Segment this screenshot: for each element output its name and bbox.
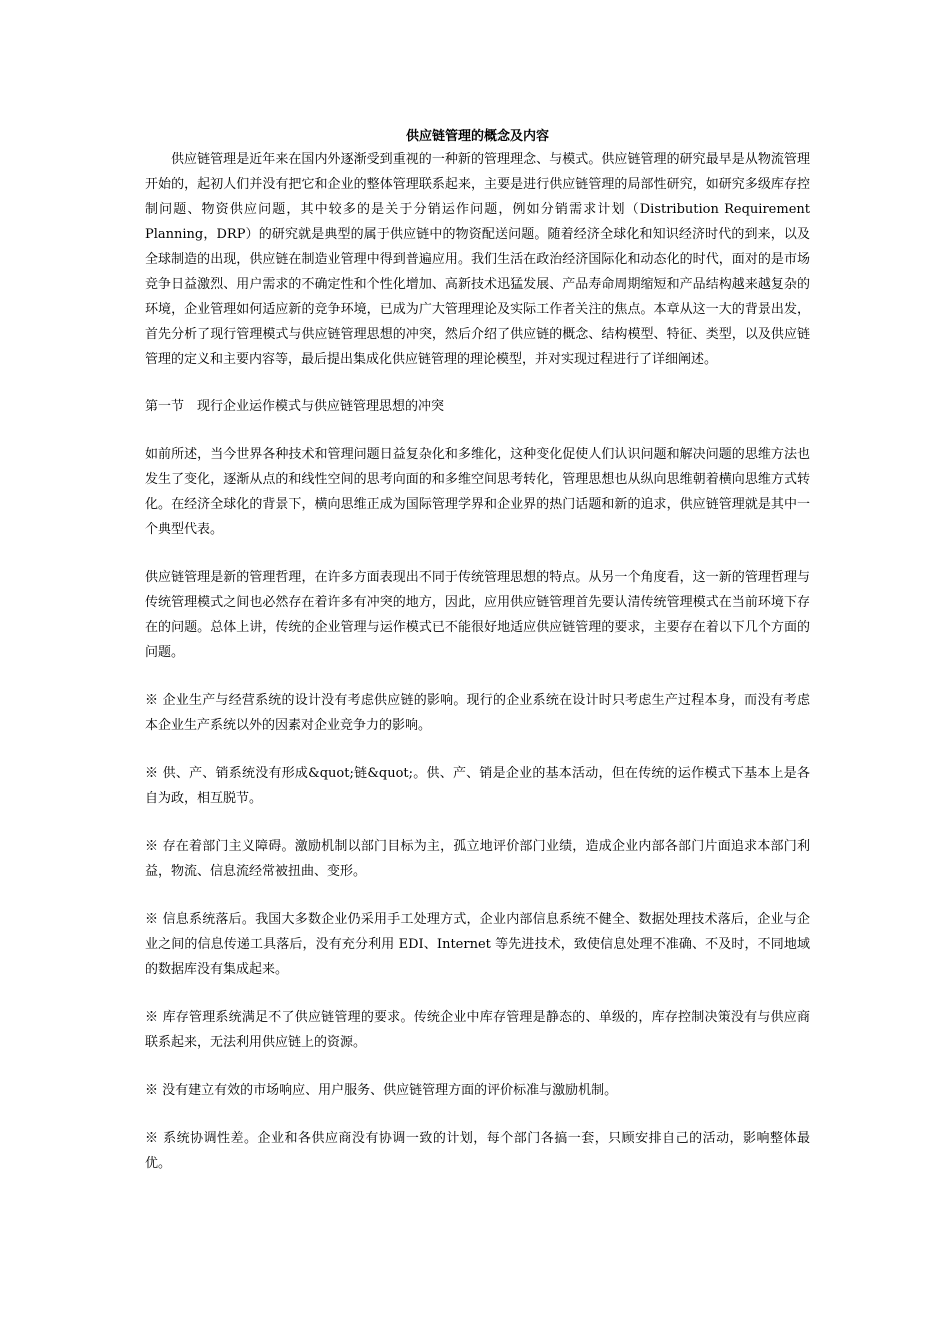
document-title: 供应链管理的概念及内容 — [405, 129, 549, 144]
intro-paragraph: 供应链管理是近年来在国内外逐渐受到重视的一种新的管理理念、与模式。供应链管理的研究最早是从物流管理开始的，起初人们并没有把它和企业的整体管理联系起来，主要是进行供应链管理的局部性研究，如研究多级库存控制问题、物资供应问题，其中较多的是关于分销运作问题，例如分销需求计划（Distribution Requirement Planning，DRP）的研究就是典型的属于供应链中的物资配送问题。随着经济全球化和知识经济时代的到来，以及全球制造的出现，供应链在制造业管理中得到普遍应用。我们生活在政治经济国际化和动态化的时代，面对的是市场竞争日益激烈、用户需求的不确定性和个性化增加、高新技术迅猛发展、产品寿命周期缩短和产品结构越来越复杂的环境，企业管理如何适应新的竞争环境，已成为广大管理理论及实际工作者关注的焦点。本章从这一大的背景出发，首先分析了现行管理模式与供应链管理思想的冲突，然后介绍了供应链的概念、结构模型、特征、类型，以及供应链管理的定义和主要内容等，最后提出集成化供应链管理的理论模型，并对实现过程进行了详细阐述。 — [145, 152, 810, 367]
problem-item-6: ※ 没有建立有效的市场响应、用户服务、供应链管理方面的评价标准与激励机制。 — [145, 1083, 618, 1098]
problem-item-4: ※ 信息系统落后。我国大多数企业仍采用手工处理方式，企业内部信息系统不健全、数据处理技术落后，企业与企业之间的信息传递工具落后，没有充分利用 EDI、Internet 等先进技术，致使信息处理不准确、不及时，不同地域的数据库没有集成起来。 — [145, 912, 810, 977]
body-paragraph-1: 如前所述，当今世界各种技术和管理问题日益复杂化和多维化，这种变化促使人们认识问题和解决问题的思维方法也发生了变化，逐渐从点的和线性空间的思考向面的和多维空间思考转化，管理思想也从纵向思维朝着横向思维方式转化。在经济全球化的背景下，横向思维正成为国际管理学界和企业界的热门话题和新的追求，供应链管理就是其中一个典型代表。 — [145, 447, 810, 537]
body-paragraph-2: 供应链管理是新的管理哲理，在许多方面表现出不同于传统管理思想的特点。从另一个角度看，这一新的管理哲理与传统管理模式之间也必然存在着许多有冲突的地方，因此，应用供应链管理首先要认清传统管理模式在当前环境下存在的问题。总体上讲，传统的企业管理与运作模式已不能很好地适应供应链管理的要求，主要存在着以下几个方面的问题。 — [145, 570, 810, 660]
problem-item-3: ※ 存在着部门主义障碍。激励机制以部门目标为主，孤立地评价部门业绩，造成企业内部各部门片面追求本部门利益，物流、信息流经常被扭曲、变形。 — [145, 839, 810, 879]
section-heading: 第一节 现行企业运作模式与供应链管理思想的冲突 — [145, 399, 445, 414]
problem-item-5: ※ 库存管理系统满足不了供应链管理的要求。传统企业中库存管理是静态的、单级的，库存控制决策没有与供应商联系起来，无法利用供应链上的资源。 — [145, 1010, 810, 1050]
document-page — [145, 127, 810, 1176]
problem-item-7: ※ 系统协调性差。企业和各供应商没有协调一致的计划，每个部门各搞一套，只顾安排自己的活动，影响整体最优。 — [145, 1131, 810, 1171]
problem-item-1: ※ 企业生产与经营系统的设计没有考虑供应链的影响。现行的企业系统在设计时只考虑生产过程本身，而没有考虑本企业生产系统以外的因素对企业竞争力的影响。 — [145, 693, 810, 733]
problem-item-2: ※ 供、产、销系统没有形成&quot;链&quot;。供、产、销是企业的基本活动，但在传统的运作模式下基本上是各自为政，相互脱节。 — [145, 766, 810, 806]
